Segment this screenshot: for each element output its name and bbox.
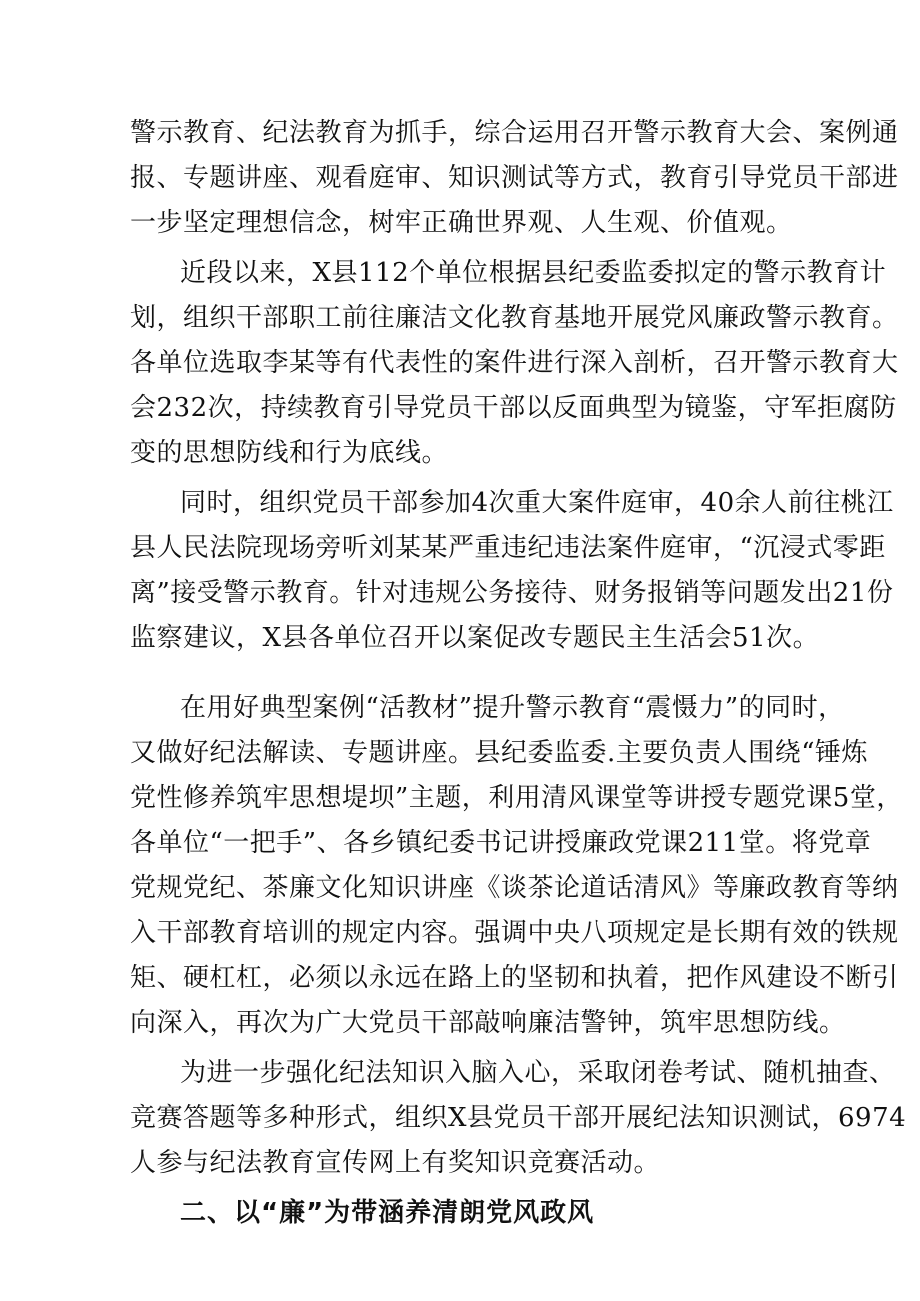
text-line-6: 各单位选取李某等有代表性的案件进行深入剖析，召开警示教育大 [130, 348, 899, 378]
text-line-2: 报、专题讲座、观看庭审、知识测试等方式，教育引导党员干部进 [130, 163, 899, 193]
section-heading: 二、以“廉”为带涵养清朗党风政风 [180, 1198, 595, 1228]
text-line-9: 同时，组织党员干部参加4次重大案件庭审，40余人前往桃江 [180, 488, 894, 518]
text-line-22: 竞赛答题等多种形式，组织X县党员干部开展纪法知识测试，6974 [130, 1103, 907, 1133]
text-line-23: 人参与纪法教育宣传网上有奖知识竞赛活动。 [130, 1148, 661, 1178]
text-line-15: 党性修养筑牢思想堤坝”主题，利用清风课堂等讲授专题党课5堂， [130, 783, 903, 813]
text-line-3: 一步坚定理想信念，树牢正确世界观、人生观、价值观。 [130, 208, 793, 238]
text-line-7: 会232次，持续教育引导党员干部以反面典型为镜鉴，守军拒腐防 [130, 393, 897, 423]
text-line-5: 划，组织干部职工前往廉洁文化教育基地开展党风廉政警示教育。 [130, 303, 899, 333]
text-line-18: 入干部教育培训的规定内容。强调中央八项规定是长期有效的铁规 [130, 918, 899, 948]
text-line-4: 近段以来，X县112个单位根据县纪委监委拟定的警示教育计 [180, 258, 887, 288]
text-line-8: 变的思想防线和行为底线。 [130, 438, 449, 468]
text-line-17: 党规党纪、茶廉文化知识讲座《谈茶论道话清风》等廉政教育等纳 [130, 873, 899, 903]
text-line-21: 为进一步强化纪法知识入脑入心，采取闭卷考试、随机抽查、 [180, 1058, 896, 1088]
text-line-10: 县人民法院现场旁听刘某某严重违纪违法案件庭审，“沉浸式零距 [130, 533, 886, 563]
text-line-20: 向深入，再次为广大党员干部敲响廉洁警钟，筑牢思想防线。 [130, 1008, 846, 1038]
text-line-19: 矩、硬杠杠，必须以永远在路上的坚韧和执着，把作风建设不断引 [130, 963, 899, 993]
text-line-11: 离”接受警示教育。针对违规公务接待、财务报销等问题发出21份 [130, 578, 894, 608]
text-line-13: 在用好典型案例“活教材”提升警示教育“震慑力”的同时， [180, 693, 845, 723]
text-line-14: 又做好纪法解读、专题讲座。县纪委监委.主要负责人围绕“锤炼 [130, 738, 869, 768]
text-line-1: 警示教育、纪法教育为抓手，综合运用召开警示教育大会、案例通 [130, 118, 899, 148]
text-line-16: 各单位“一把手”、各乡镇纪委书记讲授廉政党课211堂。将党章 [130, 828, 872, 858]
text-line-12: 监察建议，X县各单位召开以案促改专题民主生活会51次。 [130, 623, 820, 653]
